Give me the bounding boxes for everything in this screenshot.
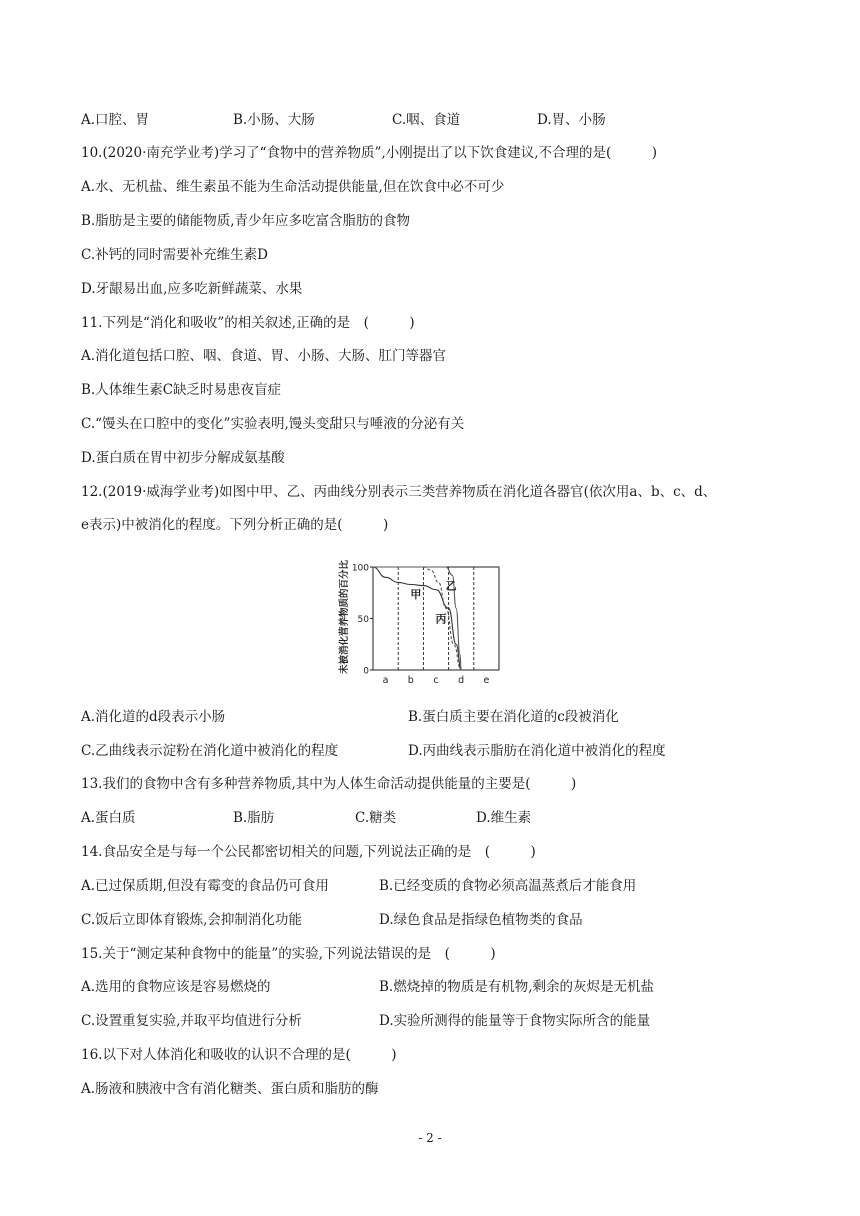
q13-stem: 13.我们的食物中含有多种营养物质,其中为人体生命活动提供能量的主要是( ) (81, 776, 577, 792)
q15-option-d: D.实验所测得的能量等于食物实际所含的能量 (379, 1013, 651, 1029)
q11-option-d: D.蛋白质在胃中初步分解成氨基酸 (81, 450, 285, 466)
chart-xtick-label: a (382, 675, 389, 686)
q12-option-a: A.消化道的d段表示小肠 (81, 709, 226, 725)
chart-ytick-label: 0 (363, 666, 369, 677)
chart-ytick-label: 50 (357, 615, 369, 625)
q10-option-d: D.牙龈易出血,应多吃新鲜蔬菜、水果 (81, 281, 303, 297)
q13-option-a: A.蛋白质 (81, 810, 136, 826)
q10-option-c: C.补钙的同时需要补充维生素D (81, 247, 268, 263)
q11-stem: 11.下列是“消化和吸收”的相关叙述,正确的是 ( ) (81, 315, 415, 331)
q14-option-d: D.绿色食品是指绿色植物类的食品 (379, 912, 583, 928)
q16-option-a: A.肠液和胰液中含有消化糖类、蛋白质和脂肪的酶 (81, 1081, 379, 1097)
chart-series-label: 甲 (410, 587, 422, 601)
q12-option-b: B.蛋白质主要在消化道的c段被消化 (408, 709, 619, 725)
q11-option-c: C.“馒头在口腔中的变化”实验表明,馒头变甜只与唾液的分泌有关 (81, 416, 465, 432)
q13-option-c: C.糖类 (355, 810, 397, 826)
q9-option-a: A.口腔、胃 (81, 112, 150, 128)
q15-option-c: C.设置重复实验,并取平均值进行分析 (81, 1013, 302, 1029)
q10-option-a: A.水、无机盐、维生素虽不能为生命活动提供能量,但在饮食中必不可少 (81, 179, 505, 195)
q9-option-d: D.胃、小肠 (537, 112, 606, 128)
q15-option-b: B.燃烧掉的物质是有机物,剩余的灰烬是无机盐 (379, 979, 655, 995)
chart-axes (352, 564, 499, 687)
page-number: - 2 - (418, 1131, 442, 1145)
chart-ytick-label: 100 (351, 563, 369, 574)
q14-option-b: B.已经变质的食物必须高温蒸煮后才能食用 (379, 878, 637, 894)
q13-option-b: B.脂肪 (233, 810, 275, 826)
chart-series-label: 乙 (445, 579, 457, 593)
chart-labels (410, 580, 456, 626)
q15-option-a: A.选用的食物应该是容易燃烧的 (81, 979, 271, 995)
q12-stem-line1: 12.(2019·威海学业考)如图中甲、乙、丙曲线分别表示三类营养物质在消化道各器官(依次用a、b、c、d、 (81, 484, 717, 500)
chart-xtick-label: d (458, 675, 465, 686)
q13-option-d: D.维生素 (476, 810, 532, 826)
q14-option-c: C.饭后立即体育锻炼,会抑制消化功能 (81, 912, 302, 928)
q14-stem: 14.食品安全是与每一个公民都密切相关的问题,下列说法正确的是 ( ) (81, 844, 536, 860)
q14-option-a: A.已过保质期,但没有霉变的食品仍可食用 (81, 878, 329, 894)
chart-xtick-label: c (433, 675, 439, 686)
q10-option-b: B.脂肪是主要的储能物质,青少年应多吃富含脂肪的食物 (81, 213, 411, 229)
q11-option-a: A.消化道包括口腔、咽、食道、胃、小肠、大肠、肛门等器官 (81, 348, 447, 364)
q12-stem-line2: e表示)中被消化的程度。下列分析正确的是( ) (81, 517, 389, 533)
chart-xtick-label: b (407, 675, 414, 686)
q15-stem: 15.关于“测定某种食物中的能量”的实验,下列说法错误的是 ( ) (81, 946, 496, 962)
q9-option-b: B.小肠、大肠 (233, 112, 315, 128)
q12-option-c: C.乙曲线表示淀粉在消化道中被消化的程度 (81, 743, 339, 759)
digestion-chart (331, 546, 531, 688)
chart-series-label: 丙 (435, 612, 447, 626)
q10-stem: 10.(2020·南充学业考)学习了“食物中的营养物质”,小刚提出了以下饮食建议,不合理的是( ) (81, 145, 658, 161)
chart-xtick-label: e (483, 675, 490, 686)
q12-option-d: D.丙曲线表示脂肪在消化道中被消化的程度 (408, 743, 666, 759)
q11-option-b: B.人体维生素C缺乏时易患夜盲症 (81, 382, 282, 398)
q16-stem: 16.以下对人体消化和吸收的认识不合理的是( ) (81, 1047, 397, 1063)
q9-option-c: C.咽、食道 (392, 112, 461, 128)
chart-ylabel: 未被消化营养物质的百分比 (339, 559, 350, 675)
